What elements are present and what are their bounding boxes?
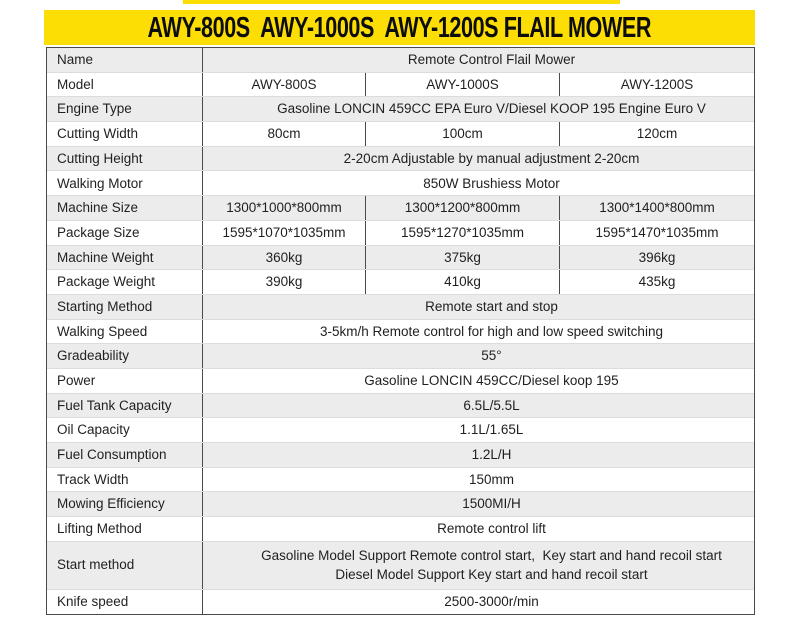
table-row xyxy=(47,270,754,295)
row-label: Engine Type xyxy=(47,97,203,121)
spec-value: AWY-800S xyxy=(251,76,317,92)
spec-value: 390kg xyxy=(265,274,303,290)
spec-value: 150mm xyxy=(468,471,514,487)
spec-value: 850W Brushiess Motor xyxy=(423,175,560,191)
table-row xyxy=(47,369,754,394)
spec-value: AWY-1000S xyxy=(365,73,559,97)
table-row xyxy=(47,344,754,369)
spec-value: 1595*1070*1035mm xyxy=(222,224,346,240)
spec-value: Remote control lift xyxy=(437,521,546,537)
spec-value: 375kg xyxy=(365,246,559,270)
spec-table xyxy=(46,47,755,615)
row-label: Mowing Efficiency xyxy=(47,492,203,516)
table-row xyxy=(47,295,754,320)
table-row xyxy=(47,443,754,468)
table-row xyxy=(47,97,754,122)
row-label: Track Width xyxy=(47,468,203,492)
row-label: Oil Capacity xyxy=(47,418,203,442)
row-label: Walking Speed xyxy=(47,320,203,344)
row-label: Model xyxy=(47,73,203,97)
spec-value-line: Gasoline Model Support Remote control start, Key start and hand recoil start xyxy=(261,547,722,563)
table-row xyxy=(47,320,754,345)
spec-value: 55° xyxy=(481,348,502,364)
spec-value: 410kg xyxy=(365,270,559,294)
table-row xyxy=(47,590,754,615)
spec-value: AWY-1200S xyxy=(559,73,754,97)
spec-value: 2500-3000r/min xyxy=(444,594,539,610)
spec-value: 396kg xyxy=(559,246,754,270)
table-row xyxy=(47,171,754,196)
table-row xyxy=(47,492,754,517)
row-label: Start method xyxy=(47,542,203,589)
spec-value: 2-20cm Adjustable by manual adjustment 2-20cm xyxy=(343,150,640,166)
spec-value: 1595*1470*1035mm xyxy=(559,221,754,245)
spec-value: 100cm xyxy=(365,122,559,146)
row-label: Machine Weight xyxy=(47,246,203,270)
spec-value: Remote Control Flail Mower xyxy=(407,52,576,68)
table-row xyxy=(47,122,754,147)
spec-value: 1300*1200*800mm xyxy=(365,196,559,220)
row-label: Gradeability xyxy=(47,344,203,368)
row-label: Lifting Method xyxy=(47,517,203,541)
row-label: Machine Size xyxy=(47,196,203,220)
spec-value: 1300*1400*800mm xyxy=(559,196,754,220)
table-row xyxy=(47,221,754,246)
row-label: Cutting Width xyxy=(47,122,203,146)
spec-value: Remote start and stop xyxy=(425,298,558,314)
top-accent-strip xyxy=(183,0,620,4)
spec-value: 3-5km/h Remote control for high and low speed switching xyxy=(320,323,663,339)
table-row xyxy=(47,147,754,172)
row-label: Package Weight xyxy=(47,270,203,294)
spec-value: 1300*1000*800mm xyxy=(226,200,342,216)
title-banner xyxy=(44,10,755,45)
row-label: Fuel Tank Capacity xyxy=(47,394,203,418)
row-label: Cutting Height xyxy=(47,147,203,171)
spec-value: 120cm xyxy=(559,122,754,146)
page-title: AWY-800S AWY-1000S AWY-1200S FLAIL MOWER xyxy=(147,10,652,44)
table-row xyxy=(47,48,754,73)
spec-value: 360kg xyxy=(265,249,303,265)
spec-value: 1595*1270*1035mm xyxy=(365,221,559,245)
row-label: Knife speed xyxy=(47,590,203,615)
table-row xyxy=(47,394,754,419)
spec-value: 1.1L/1.65L xyxy=(459,422,524,438)
table-row xyxy=(47,246,754,271)
row-label: Starting Method xyxy=(47,295,203,319)
row-label: Fuel Consumption xyxy=(47,443,203,467)
table-row xyxy=(47,418,754,443)
row-label: Name xyxy=(47,48,203,72)
spec-value: 80cm xyxy=(267,126,301,142)
table-row xyxy=(47,542,754,590)
spec-value: Gasoline LONCIN 459CC/Diesel koop 195 xyxy=(364,373,619,389)
spec-value: 6.5L/5.5L xyxy=(463,397,520,413)
table-row xyxy=(47,196,754,221)
spec-value xyxy=(203,542,754,589)
row-label: Walking Motor xyxy=(47,171,203,195)
spec-value: 1500MI/H xyxy=(462,496,521,512)
table-row xyxy=(47,468,754,493)
spec-value-line: Diesel Model Support Key start and hand recoil start xyxy=(335,567,648,583)
spec-value: 435kg xyxy=(559,270,754,294)
table-row xyxy=(47,517,754,542)
spec-value: 1.2L/H xyxy=(471,447,512,463)
row-label: Package Size xyxy=(47,221,203,245)
row-label: Power xyxy=(47,369,203,393)
spec-value: Gasoline LONCIN 459CC EPA Euro V/Diesel KOOP 195 Engine Euro V xyxy=(277,101,706,117)
table-row xyxy=(47,73,754,98)
